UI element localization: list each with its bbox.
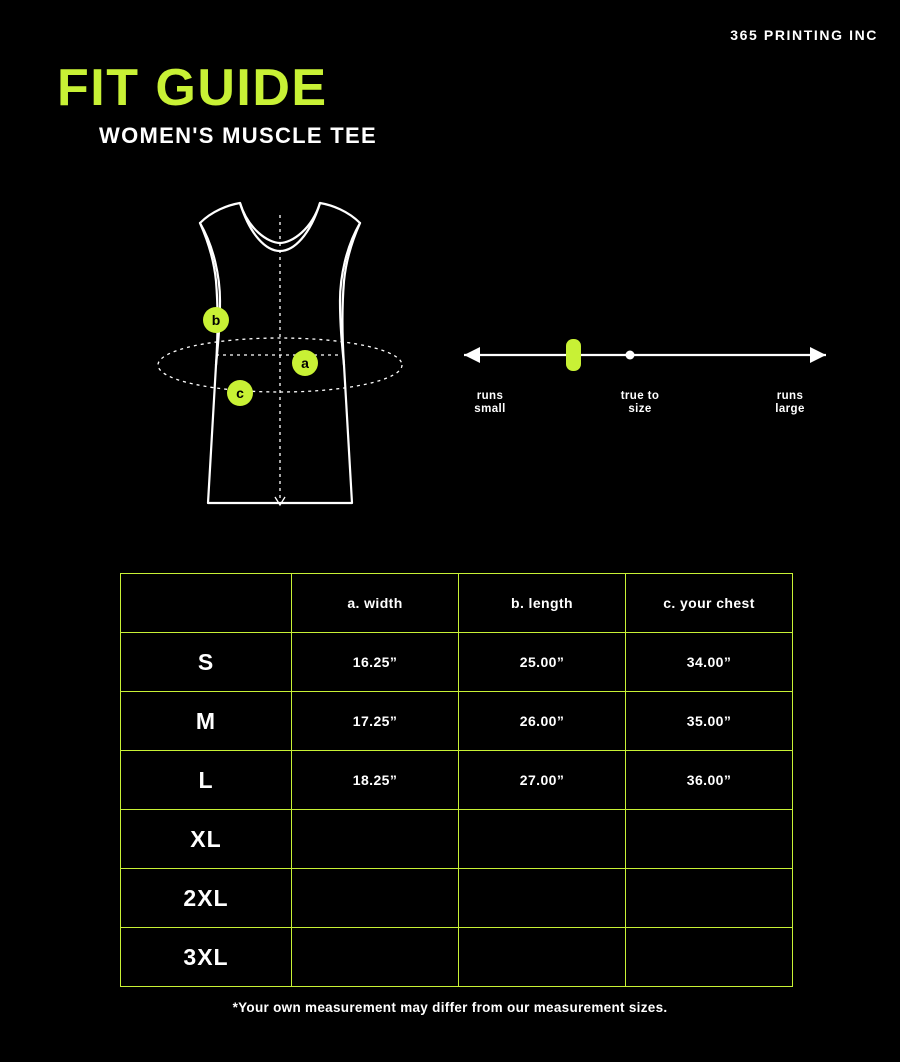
table-header-row [121,574,793,633]
scale-label-runs-large-line1: runs [776,390,804,402]
row-size-label: 3XL [121,928,292,987]
size-chart-wrapper [120,573,792,987]
marker-b [203,307,229,333]
row-width-value: 18.25” [292,751,459,810]
page-title: FIT GUIDE [57,59,328,117]
tee-outline [200,203,360,503]
row-chest-value [626,869,793,928]
scale-label-runs-large [750,390,830,416]
row-size-label: 2XL [121,869,292,928]
brand-name: 365 PRINTING INC [730,27,878,43]
row-width-value [292,810,459,869]
marker-a-label: a [301,355,309,371]
fit-scale-labels [450,390,840,430]
measurement-footnote: *Your own measurement may differ from our measurement sizes. [232,1000,668,1015]
table-row [121,633,793,692]
page-subtitle: WOMEN'S MUSCLE TEE [99,123,377,148]
row-length-value [459,928,626,987]
tee-diagram-svg [120,185,440,535]
row-width-value [292,928,459,987]
fit-scale-svg [450,320,840,390]
muscle-tee-illustration [120,185,440,535]
scale-label-true-to-size [595,390,685,416]
row-chest-value [626,810,793,869]
scale-indicator[interactable] [566,339,581,371]
row-size-label: XL [121,810,292,869]
table-row [121,692,793,751]
row-width-value [292,869,459,928]
scale-label-runs-small-line1: runs [476,390,504,402]
row-length-value: 26.00” [459,692,626,751]
row-chest-value: 36.00” [626,751,793,810]
marker-c [227,380,253,406]
table-row [121,751,793,810]
table-row [121,810,793,869]
scale-arrow-left [464,347,480,363]
marker-c-label: c [236,385,244,401]
row-width-value: 17.25” [292,692,459,751]
header-cell-size [121,574,292,633]
size-chart-head [121,574,793,633]
row-size-label: L [121,751,292,810]
row-chest-value: 34.00” [626,633,793,692]
row-chest-value [626,928,793,987]
size-chart-table [120,573,793,987]
fit-scale [450,320,840,440]
row-length-value: 25.00” [459,633,626,692]
header-cell-width: a. width [292,574,459,633]
row-length-value: 27.00” [459,751,626,810]
row-length-value [459,810,626,869]
row-size-label: S [121,633,292,692]
scale-arrow-right [810,347,826,363]
marker-a [292,350,318,376]
scale-label-runs-small-line2: small [474,403,506,416]
row-length-value [459,869,626,928]
scale-label-true-line1: true to [620,390,660,402]
scale-label-true-line2: size [628,403,652,416]
scale-label-runs-large-line2: large [775,403,805,416]
row-chest-value: 35.00” [626,692,793,751]
table-row [121,869,793,928]
header-cell-length: b. length [459,574,626,633]
header-cell-chest: c. your chest [626,574,793,633]
scale-label-runs-small [450,390,530,416]
row-size-label: M [121,692,292,751]
marker-b-label: b [211,312,221,328]
table-row [121,928,793,987]
size-chart-body [121,633,793,987]
row-width-value: 16.25” [292,633,459,692]
scale-center-dot [626,351,635,360]
